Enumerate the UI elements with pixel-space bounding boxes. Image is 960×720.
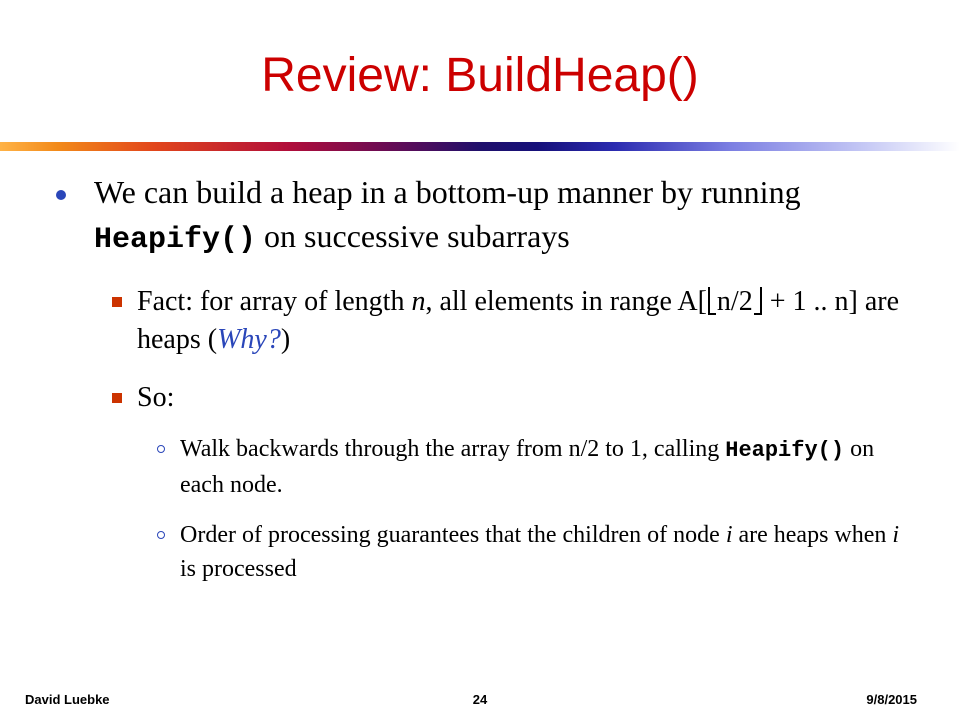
circle-bullet-icon bbox=[157, 531, 165, 539]
title-divider bbox=[0, 142, 960, 151]
bullet-text: We can build a heap in a bottom-up manner by running bbox=[94, 174, 801, 210]
bullet-text: on each node. bbox=[180, 436, 875, 498]
slide-title: Review: BuildHeap() bbox=[261, 49, 699, 102]
circle-bullet-icon bbox=[157, 445, 165, 453]
floor-expression: n/2 bbox=[716, 286, 753, 317]
variable-i: i bbox=[892, 522, 900, 548]
bullet-text: Walk backwards through the array from n/2 to 1, calling bbox=[180, 436, 726, 462]
bullet-text: Fact: for array of length bbox=[137, 286, 412, 317]
code-heapify: Heapify() bbox=[94, 223, 257, 257]
variable-i: i bbox=[725, 522, 733, 548]
floor-left-bracket-icon bbox=[708, 287, 716, 315]
bullet-text: on successive subarrays bbox=[256, 218, 570, 254]
bullet-build-heap bbox=[94, 170, 914, 262]
bullet-text: Order of processing guarantees that the children of node bbox=[180, 522, 726, 548]
bullet-text: ) bbox=[280, 324, 291, 355]
bullet-so: So: bbox=[137, 382, 175, 413]
footer-page-number: 24 bbox=[472, 692, 488, 707]
bullet-text: , all elements in range A[ bbox=[425, 286, 707, 317]
square-bullet-icon bbox=[112, 297, 122, 307]
bullet-order-processing bbox=[180, 518, 920, 586]
bullet-dot-icon bbox=[56, 190, 66, 200]
bullet-text: is processed bbox=[180, 556, 297, 582]
bullet-text: + 1 .. n] are heaps ( bbox=[137, 286, 899, 355]
square-bullet-icon bbox=[112, 393, 122, 403]
bullet-fact bbox=[137, 283, 917, 359]
bullet-text: are heaps when bbox=[732, 522, 893, 548]
footer-author: David Luebke bbox=[25, 692, 110, 707]
why-question: Why? bbox=[217, 324, 281, 355]
bullet-walk-backwards bbox=[180, 432, 920, 502]
variable-n: n bbox=[411, 286, 426, 317]
code-heapify: Heapify() bbox=[725, 438, 845, 463]
floor-right-bracket-icon bbox=[754, 287, 762, 315]
footer-date: 9/8/2015 bbox=[866, 692, 917, 707]
